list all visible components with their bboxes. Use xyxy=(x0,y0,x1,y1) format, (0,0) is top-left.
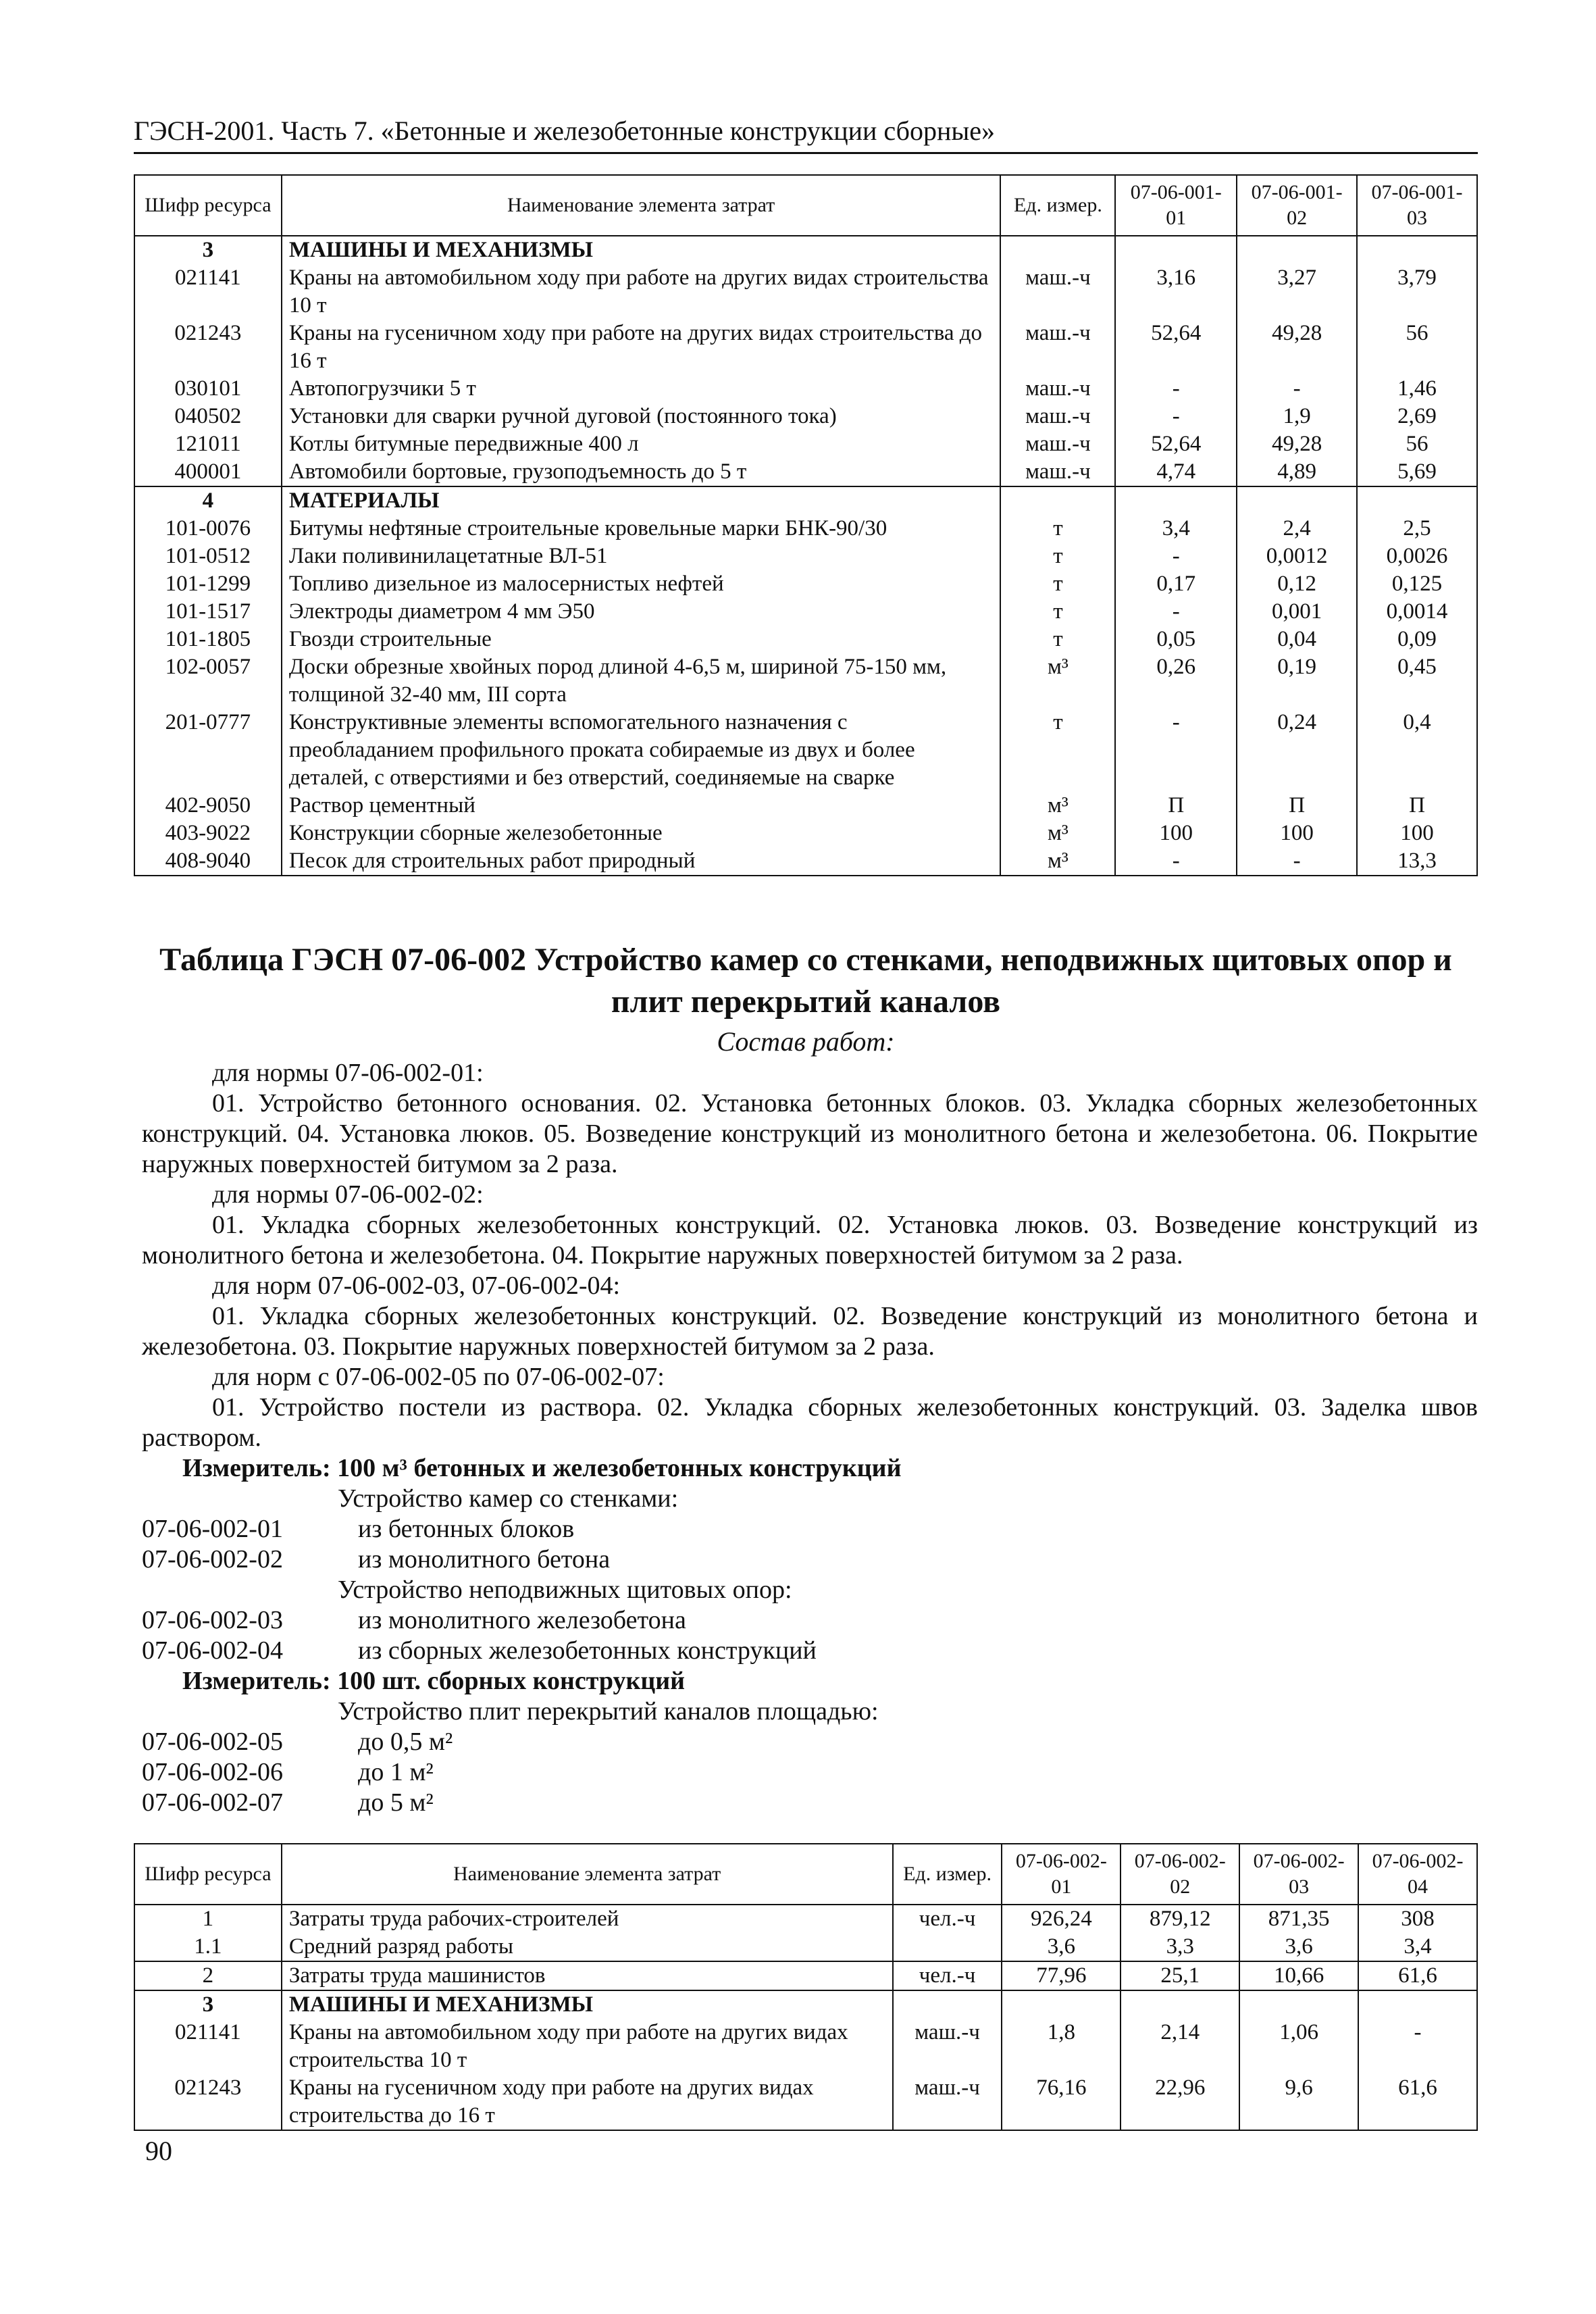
unit-cell: маш.-ч xyxy=(1000,375,1115,403)
norm-desc: до 0,5 м² xyxy=(358,1728,453,1756)
table-header-row xyxy=(134,1844,1477,1905)
col-header-name: Наименование элемента затрат xyxy=(282,1844,893,1905)
col-header-code: Шифр ресурса xyxy=(134,1844,282,1905)
resource-name: Доски обрезные хвойных пород длиной 4-6,5 м, шириной 75-150 мм, толщиной 32-40 мм, III сорта xyxy=(282,653,1001,709)
resource-name: Конструкции сборные железобетонные xyxy=(282,820,1001,847)
table-row xyxy=(134,847,1477,876)
value-cell: 0,26 xyxy=(1115,653,1237,709)
empty-cell xyxy=(1237,236,1357,264)
value-cell: 22,96 xyxy=(1121,2074,1239,2130)
group-heading: Устройство неподвижных щитовых опор: xyxy=(338,1576,792,1604)
norm-item xyxy=(142,1636,1478,1666)
value-cell: 9,6 xyxy=(1239,2074,1358,2130)
value-cell: 13,3 xyxy=(1357,847,1477,876)
resource-name: Краны на гусеничном ходу при работе на других видах строительства до 16 т xyxy=(282,320,1001,375)
norm-desc: из бетонных блоков xyxy=(358,1515,575,1543)
unit-cell: маш.-ч xyxy=(1000,430,1115,458)
resource-code: 402-9050 xyxy=(134,792,282,820)
norm-item xyxy=(142,1757,1478,1788)
unit-cell: т xyxy=(1000,709,1115,792)
resource-code: 201-0777 xyxy=(134,709,282,792)
table-row xyxy=(134,709,1477,792)
value-cell: 3,27 xyxy=(1237,264,1357,320)
resource-name: Краны на автомобильном ходу при работе на других видах строительства 10 т xyxy=(282,264,1001,320)
unit-cell: чел.-ч xyxy=(893,1961,1002,1990)
value-cell: 0,04 xyxy=(1237,626,1357,653)
norm-item xyxy=(142,1727,1478,1757)
resource-code: 040502 xyxy=(134,403,282,430)
value-cell: П xyxy=(1115,792,1237,820)
value-cell: 10,66 xyxy=(1239,1961,1358,1990)
empty-cell xyxy=(1357,486,1477,515)
table-row xyxy=(134,1961,1477,1990)
table-title: Таблица ГЭСН 07-06-002 Устройство камер со стенками, неподвижных щитовых опор и плит перекрытий каналов xyxy=(159,942,1452,1020)
value-cell: 0,4 xyxy=(1357,709,1477,792)
work-text: 01. Укладка сборных железобетонных конструкций. 02. Возведение конструкций из монолитного бетона и железобетона. 03. Покрытие наружных поверхностей битумом за 2 раза. xyxy=(142,1302,1478,1361)
value-cell: 0,09 xyxy=(1357,626,1477,653)
meter-heading: Измеритель: 100 м³ бетонных и железобетонных конструкций xyxy=(182,1454,902,1482)
norm-code: 07-06-002-06 xyxy=(142,1758,283,1786)
col-header-norm: 07-06-002-02 xyxy=(1121,1844,1239,1905)
norm-code: 07-06-002-07 xyxy=(142,1788,283,1817)
norm-code: 07-06-002-02 xyxy=(142,1545,283,1574)
value-cell: 5,69 xyxy=(1357,458,1477,486)
value-cell: - xyxy=(1237,847,1357,876)
col-header-norm: 07-06-002-01 xyxy=(1002,1844,1121,1905)
unit-cell: м³ xyxy=(1000,847,1115,876)
section-code: 3 xyxy=(134,1990,282,2019)
resource-code: 021243 xyxy=(134,2074,282,2130)
value-cell: 0,001 xyxy=(1237,598,1357,626)
value-cell: 0,45 xyxy=(1357,653,1477,709)
table-row xyxy=(134,653,1477,709)
value-cell: 879,12 xyxy=(1121,1905,1239,1933)
value-cell: 56 xyxy=(1357,320,1477,375)
unit-cell: т xyxy=(1000,570,1115,598)
value-cell: 49,28 xyxy=(1237,320,1357,375)
resource-code: 121011 xyxy=(134,430,282,458)
value-cell: 1,9 xyxy=(1237,403,1357,430)
value-cell: 4,89 xyxy=(1237,458,1357,486)
col-header-code: Шифр ресурса xyxy=(134,175,282,236)
value-cell: 52,64 xyxy=(1115,320,1237,375)
value-cell: 2,5 xyxy=(1357,515,1477,543)
value-cell: 4,74 xyxy=(1115,458,1237,486)
section-row xyxy=(134,1990,1477,2019)
value-cell: П xyxy=(1357,792,1477,820)
table-row xyxy=(134,543,1477,570)
norm-item xyxy=(142,1788,1478,1818)
value-cell: 3,6 xyxy=(1239,1933,1358,1961)
resource-name: Затраты труда рабочих-строителей xyxy=(282,1905,893,1933)
value-cell: 25,1 xyxy=(1121,1961,1239,1990)
empty-cell xyxy=(1115,236,1237,264)
value-cell: 100 xyxy=(1237,820,1357,847)
col-header-norm: 07-06-001-02 xyxy=(1237,175,1357,236)
empty-cell xyxy=(1121,1990,1239,2019)
resource-name: Краны на гусеничном ходу при работе на других видах строительства до 16 т xyxy=(282,2074,893,2130)
value-cell: 3,4 xyxy=(1115,515,1237,543)
value-cell: 1,46 xyxy=(1357,375,1477,403)
value-cell: 3,4 xyxy=(1358,1933,1477,1961)
resource-code: 021243 xyxy=(134,320,282,375)
empty-cell xyxy=(1237,486,1357,515)
value-cell: П xyxy=(1237,792,1357,820)
composition-label: Состав работ: xyxy=(717,1026,895,1057)
work-text: 01. Устройство постели из раствора. 02. Укладка сборных железобетонных конструкций. 03. Заделка швов раствором. xyxy=(142,1393,1478,1452)
value-cell: - xyxy=(1358,2019,1477,2074)
unit-cell: т xyxy=(1000,626,1115,653)
norm-code: 07-06-002-04 xyxy=(142,1636,283,1665)
unit-cell: т xyxy=(1000,515,1115,543)
section-row xyxy=(134,236,1477,264)
resource-code: 1.1 xyxy=(134,1933,282,1961)
norm-desc: до 5 м² xyxy=(358,1788,434,1817)
section-code: 4 xyxy=(134,486,282,515)
value-cell: 2,69 xyxy=(1357,403,1477,430)
resource-name: Котлы битумные передвижные 400 л xyxy=(282,430,1001,458)
table-row xyxy=(134,570,1477,598)
value-cell: 1,06 xyxy=(1239,2019,1358,2074)
value-cell: - xyxy=(1237,375,1357,403)
norm-desc: из сборных железобетонных конструкций xyxy=(358,1636,817,1665)
value-cell: - xyxy=(1115,543,1237,570)
resource-name: Автомобили бортовые, грузоподъемность до 5 т xyxy=(282,458,1001,486)
value-cell: 0,05 xyxy=(1115,626,1237,653)
value-cell: 0,0014 xyxy=(1357,598,1477,626)
unit-cell: т xyxy=(1000,598,1115,626)
resource-code: 2 xyxy=(134,1961,282,1990)
section-title: МАШИНЫ И МЕХАНИЗМЫ xyxy=(282,1990,893,2019)
col-header-norm: 07-06-001-01 xyxy=(1115,175,1237,236)
value-cell: 100 xyxy=(1115,820,1237,847)
value-cell: 56 xyxy=(1357,430,1477,458)
unit-cell: маш.-ч xyxy=(1000,320,1115,375)
value-cell: 926,24 xyxy=(1002,1905,1121,1933)
section-title: МАТЕРИАЛЫ xyxy=(282,486,1001,515)
value-cell: 871,35 xyxy=(1239,1905,1358,1933)
value-cell: 0,125 xyxy=(1357,570,1477,598)
value-cell: 0,24 xyxy=(1237,709,1357,792)
value-cell: 77,96 xyxy=(1002,1961,1121,1990)
table-row xyxy=(134,820,1477,847)
section-row xyxy=(134,486,1477,515)
value-cell: - xyxy=(1115,847,1237,876)
empty-cell xyxy=(893,1990,1002,2019)
resource-name: Краны на автомобильном ходу при работе на других видах строительства 10 т xyxy=(282,2019,893,2074)
resource-name: Битумы нефтяные строительные кровельные марки БНК-90/30 xyxy=(282,515,1001,543)
unit-cell: маш.-ч xyxy=(1000,264,1115,320)
unit-cell: маш.-ч xyxy=(893,2074,1002,2130)
norm-label: для нормы 07-06-002-02: xyxy=(212,1180,484,1209)
value-cell: 61,6 xyxy=(1358,2074,1477,2130)
value-cell: 2,4 xyxy=(1237,515,1357,543)
resource-name: Конструктивные элементы вспомогательного назначения с преобладанием профильного проката собираемые из двух и более деталей, с отверстиями и без отверстий, соединяемые на сварке xyxy=(282,709,1001,792)
table-header-row xyxy=(134,175,1477,236)
unit-cell: т xyxy=(1000,543,1115,570)
value-cell: 76,16 xyxy=(1002,2074,1121,2130)
resource-code: 101-0512 xyxy=(134,543,282,570)
norm-code: 07-06-002-01 xyxy=(142,1515,283,1543)
work-text: 01. Устройство бетонного основания. 02. Установка бетонных блоков. 03. Укладка сборных железобетонных конструкций. 04. Установка люков. 05. Возведение конструкций из монолитного бетона и железобетона. 06. Покрытие наружных поверхностей битумом за 2 раза. xyxy=(142,1089,1478,1178)
table-row xyxy=(134,626,1477,653)
col-header-unit: Ед. измер. xyxy=(893,1844,1002,1905)
resource-table-07-06-002 xyxy=(134,1843,1478,2131)
unit-cell: маш.-ч xyxy=(1000,458,1115,486)
meter-heading: Измеритель: 100 шт. сборных конструкций xyxy=(182,1667,686,1695)
section-title: МАШИНЫ И МЕХАНИЗМЫ xyxy=(282,236,1001,264)
resource-code: 101-1805 xyxy=(134,626,282,653)
norm-code: 07-06-002-03 xyxy=(142,1606,283,1634)
resource-name: Установки для сварки ручной дуговой (постоянного тока) xyxy=(282,403,1001,430)
norm-desc: из монолитного бетона xyxy=(358,1545,611,1574)
resource-code: 101-0076 xyxy=(134,515,282,543)
norm-desc: до 1 м² xyxy=(358,1758,434,1786)
value-cell: 49,28 xyxy=(1237,430,1357,458)
value-cell: 2,14 xyxy=(1121,2019,1239,2074)
empty-cell xyxy=(1115,486,1237,515)
table-row xyxy=(134,1905,1477,1933)
resource-table-07-06-001 xyxy=(134,174,1478,876)
value-cell: - xyxy=(1115,709,1237,792)
empty-cell xyxy=(1002,1990,1121,2019)
group-heading: Устройство камер со стенками: xyxy=(338,1484,679,1513)
table-row xyxy=(134,515,1477,543)
resource-code: 102-0057 xyxy=(134,653,282,709)
resource-code: 403-9022 xyxy=(134,820,282,847)
norm-item xyxy=(142,1605,1478,1636)
col-header-name: Наименование элемента затрат xyxy=(282,175,1001,236)
resource-code: 030101 xyxy=(134,375,282,403)
page-number: 90 xyxy=(145,2136,172,2166)
resource-code: 408-9040 xyxy=(134,847,282,876)
resource-code: 021141 xyxy=(134,264,282,320)
unit-cell: маш.-ч xyxy=(1000,403,1115,430)
value-cell: 3,79 xyxy=(1357,264,1477,320)
table-row xyxy=(134,458,1477,486)
resource-name: Затраты труда машинистов xyxy=(282,1961,893,1990)
table-row xyxy=(134,792,1477,820)
table-row xyxy=(134,598,1477,626)
table-row xyxy=(134,430,1477,458)
value-cell: 0,17 xyxy=(1115,570,1237,598)
unit-cell: м³ xyxy=(1000,820,1115,847)
resource-code: 400001 xyxy=(134,458,282,486)
empty-cell xyxy=(1357,236,1477,264)
resource-name: Лаки поливинилацетатные ВЛ-51 xyxy=(282,543,1001,570)
running-header: ГЭСН-2001. Часть 7. «Бетонные и железобетонные конструкции сборные» xyxy=(134,115,1478,154)
value-cell: - xyxy=(1115,403,1237,430)
norm-label: для нормы 07-06-002-01: xyxy=(212,1059,484,1087)
value-cell: 0,19 xyxy=(1237,653,1357,709)
table-row xyxy=(134,1933,1477,1961)
norm-label: для норм с 07-06-002-05 по 07-06-002-07: xyxy=(212,1363,665,1391)
value-cell: 3,16 xyxy=(1115,264,1237,320)
resource-name: Песок для строительных работ природный xyxy=(282,847,1001,876)
empty-cell xyxy=(1000,236,1115,264)
value-cell: 0,12 xyxy=(1237,570,1357,598)
work-composition xyxy=(142,1058,1478,1818)
value-cell: 100 xyxy=(1357,820,1477,847)
resource-name: Гвозди строительные xyxy=(282,626,1001,653)
norm-item xyxy=(142,1544,1478,1575)
resource-name: Средний разряд работы xyxy=(282,1933,893,1961)
unit-cell: м³ xyxy=(1000,792,1115,820)
empty-cell xyxy=(1239,1990,1358,2019)
empty-cell xyxy=(1000,486,1115,515)
col-header-unit: Ед. измер. xyxy=(1000,175,1115,236)
value-cell: - xyxy=(1115,375,1237,403)
value-cell: 61,6 xyxy=(1358,1961,1477,1990)
unit-cell xyxy=(893,1933,1002,1961)
value-cell: - xyxy=(1115,598,1237,626)
norm-desc: из монолитного железобетона xyxy=(358,1606,686,1634)
table-row xyxy=(134,264,1477,320)
value-cell: 3,6 xyxy=(1002,1933,1121,1961)
col-header-norm: 07-06-002-03 xyxy=(1239,1844,1358,1905)
value-cell: 1,8 xyxy=(1002,2019,1121,2074)
table-row xyxy=(134,2019,1477,2074)
col-header-norm: 07-06-002-04 xyxy=(1358,1844,1477,1905)
norm-label: для норм 07-06-002-03, 07-06-002-04: xyxy=(212,1272,621,1300)
value-cell: 308 xyxy=(1358,1905,1477,1933)
work-text: 01. Укладка сборных железобетонных конструкций. 02. Установка люков. 03. Возведение конструкций из монолитного бетона и железобетона. 04. Покрытие наружных поверхностей битумом за 2 раза. xyxy=(142,1211,1478,1269)
resource-code: 021141 xyxy=(134,2019,282,2074)
value-cell: 0,0012 xyxy=(1237,543,1357,570)
unit-cell: м³ xyxy=(1000,653,1115,709)
table-row xyxy=(134,403,1477,430)
table-row xyxy=(134,2074,1477,2130)
value-cell: 3,3 xyxy=(1121,1933,1239,1961)
resource-name: Топливо дизельное из малосернистых нефтей xyxy=(282,570,1001,598)
resource-name: Раствор цементный xyxy=(282,792,1001,820)
resource-name: Автопогрузчики 5 т xyxy=(282,375,1001,403)
table-row xyxy=(134,320,1477,375)
group-heading: Устройство плит перекрытий каналов площадью: xyxy=(338,1697,879,1726)
resource-name: Электроды диаметром 4 мм Э50 xyxy=(282,598,1001,626)
resource-code: 1 xyxy=(134,1905,282,1933)
norm-item xyxy=(142,1514,1478,1544)
value-cell: 0,0026 xyxy=(1357,543,1477,570)
table-row xyxy=(134,375,1477,403)
unit-cell: чел.-ч xyxy=(893,1905,1002,1933)
resource-code: 101-1517 xyxy=(134,598,282,626)
unit-cell: маш.-ч xyxy=(893,2019,1002,2074)
norm-code: 07-06-002-05 xyxy=(142,1728,283,1756)
value-cell: 52,64 xyxy=(1115,430,1237,458)
empty-cell xyxy=(1358,1990,1477,2019)
col-header-norm: 07-06-001-03 xyxy=(1357,175,1477,236)
section-code: 3 xyxy=(134,236,282,264)
resource-code: 101-1299 xyxy=(134,570,282,598)
